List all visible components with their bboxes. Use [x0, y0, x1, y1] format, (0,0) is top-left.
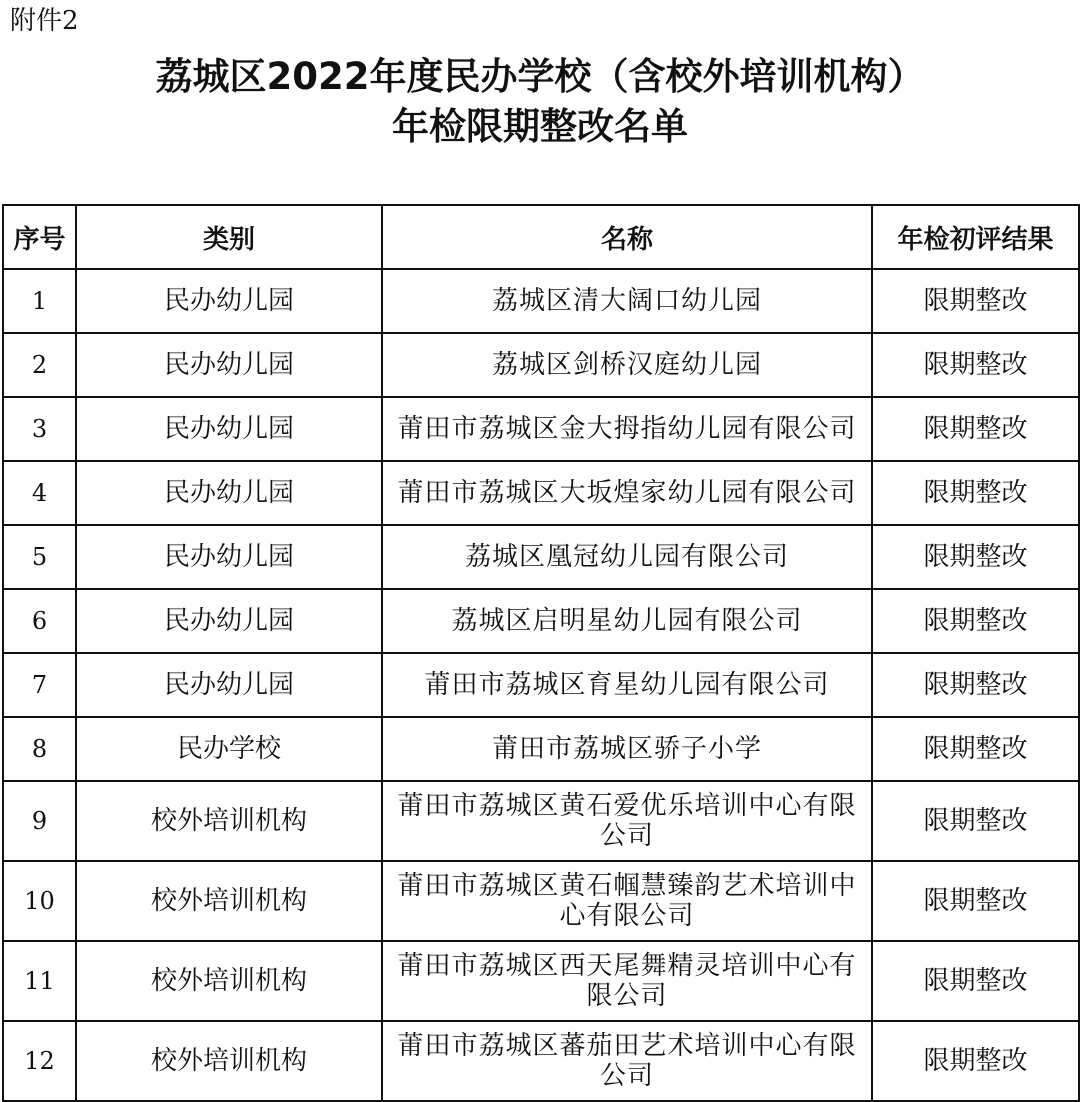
cell-index: 12 [3, 1021, 76, 1101]
cell-result: 限期整改 [872, 269, 1079, 333]
cell-index: 8 [3, 717, 76, 781]
cell-index: 6 [3, 589, 76, 653]
header-name: 名称 [382, 205, 872, 269]
table-header-row [3, 205, 1079, 269]
table-row [3, 861, 1079, 941]
cell-result: 限期整改 [872, 589, 1079, 653]
cell-result: 限期整改 [872, 861, 1079, 941]
cell-category: 校外培训机构 [76, 1021, 382, 1101]
cell-category: 民办幼儿园 [76, 333, 382, 397]
cell-result: 限期整改 [872, 1021, 1079, 1101]
cell-category: 校外培训机构 [76, 781, 382, 861]
cell-name: 荔城区凰冠幼儿园有限公司 [382, 525, 872, 589]
table-row [3, 525, 1079, 589]
cell-index: 10 [3, 861, 76, 941]
cell-index: 4 [3, 461, 76, 525]
cell-index: 5 [3, 525, 76, 589]
document-title [0, 52, 1080, 152]
cell-index: 7 [3, 653, 76, 717]
table-row [3, 269, 1079, 333]
cell-category: 民办幼儿园 [76, 461, 382, 525]
header-result: 年检初评结果 [872, 205, 1079, 269]
title-line-1: 荔城区2022年度民办学校（含校外培训机构） [155, 55, 925, 98]
cell-name: 莆田市荔城区西天尾舞精灵培训中心有限公司 [382, 941, 872, 1021]
cell-name: 莆田市荔城区金大拇指幼儿园有限公司 [382, 397, 872, 461]
cell-index: 11 [3, 941, 76, 1021]
table-row [3, 461, 1079, 525]
header-index: 序号 [3, 205, 76, 269]
cell-name: 荔城区剑桥汉庭幼儿园 [382, 333, 872, 397]
table-row [3, 781, 1079, 861]
rectification-table [2, 204, 1080, 1102]
cell-result: 限期整改 [872, 653, 1079, 717]
cell-name: 荔城区启明星幼儿园有限公司 [382, 589, 872, 653]
table-row [3, 717, 1079, 781]
cell-name: 莆田市荔城区黄石爱优乐培训中心有限公司 [382, 781, 872, 861]
cell-result: 限期整改 [872, 397, 1079, 461]
cell-category: 民办幼儿园 [76, 589, 382, 653]
cell-category: 民办幼儿园 [76, 525, 382, 589]
cell-index: 1 [3, 269, 76, 333]
table-row [3, 397, 1079, 461]
attachment-label: 附件2 [10, 6, 79, 36]
cell-name: 莆田市荔城区大坂煌家幼儿园有限公司 [382, 461, 872, 525]
cell-result: 限期整改 [872, 461, 1079, 525]
cell-category: 民办幼儿园 [76, 653, 382, 717]
cell-result: 限期整改 [872, 941, 1079, 1021]
cell-result: 限期整改 [872, 525, 1079, 589]
cell-index: 2 [3, 333, 76, 397]
cell-name: 莆田市荔城区蕃茄田艺术培训中心有限公司 [382, 1021, 872, 1101]
table-row [3, 1021, 1079, 1101]
table-row [3, 589, 1079, 653]
cell-result: 限期整改 [872, 717, 1079, 781]
cell-category: 校外培训机构 [76, 861, 382, 941]
cell-name: 荔城区清大阔口幼儿园 [382, 269, 872, 333]
cell-result: 限期整改 [872, 781, 1079, 861]
table-row [3, 333, 1079, 397]
cell-result: 限期整改 [872, 333, 1079, 397]
cell-name: 莆田市荔城区育星幼儿园有限公司 [382, 653, 872, 717]
table-row [3, 941, 1079, 1021]
table-row [3, 653, 1079, 717]
title-line-2: 年检限期整改名单 [392, 105, 688, 148]
header-category: 类别 [76, 205, 382, 269]
cell-index: 3 [3, 397, 76, 461]
cell-name: 莆田市荔城区黄石帼慧臻韵艺术培训中心有限公司 [382, 861, 872, 941]
cell-category: 民办幼儿园 [76, 397, 382, 461]
cell-category: 民办幼儿园 [76, 269, 382, 333]
cell-category: 民办学校 [76, 717, 382, 781]
cell-category: 校外培训机构 [76, 941, 382, 1021]
cell-index: 9 [3, 781, 76, 861]
cell-name: 莆田市荔城区骄子小学 [382, 717, 872, 781]
